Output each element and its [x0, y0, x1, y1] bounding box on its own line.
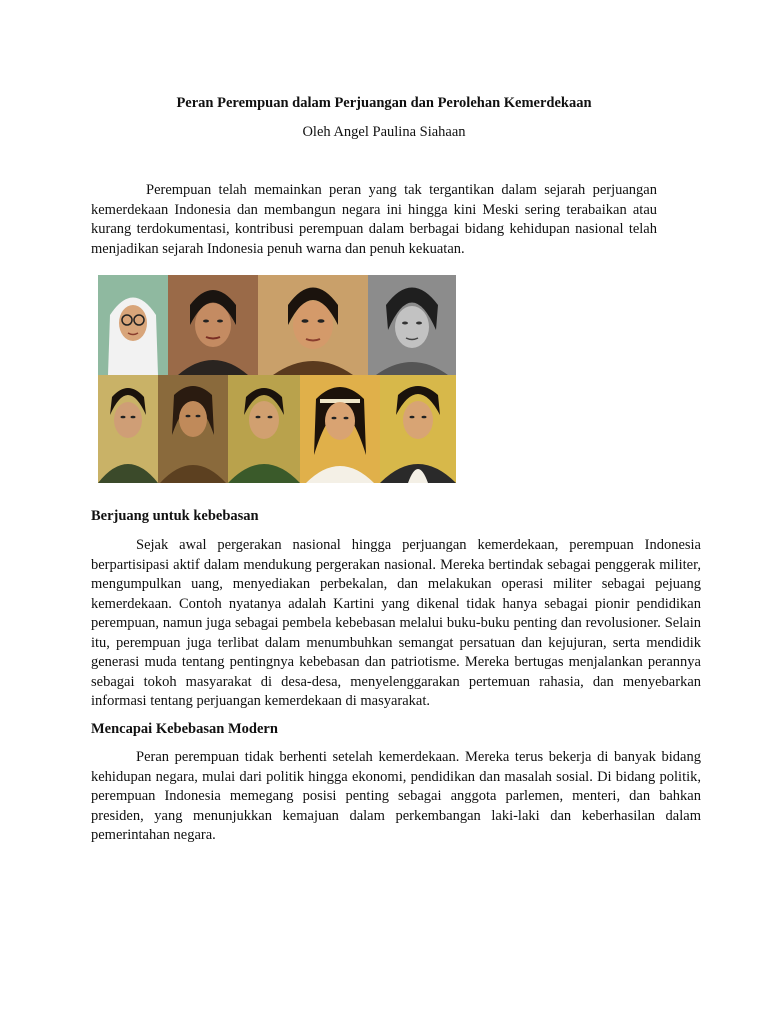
portrait-7 [228, 375, 300, 483]
section-heading-mencapai: Mencapai Kebebasan Modern [91, 721, 278, 737]
portrait-5 [98, 375, 158, 483]
portrait-8 [300, 375, 380, 483]
document-title: Peran Perempuan dalam Perjuangan dan Perolehan Kemerdekaan [176, 95, 592, 111]
section-body-mencapai: Peran perempuan tidak berhenti setelah kemerdekaan. Mereka terus bekerja di banyak bidang kehidupan negara, mulai dari politik hingga ekonomi, pendidikan dan masalah sosial. Di bidang politik, perempuan Indonesia memegang posisi penting sebagai anggota parlemen, menteri, dan bahkan presiden, yang menunjukkan kemajuan dalam perkembangan laki-laki dan keberhasilan dalam pemerintahan negara. [91, 749, 701, 843]
portrait-1 [98, 275, 168, 375]
heroines-portrait-collage [98, 275, 456, 483]
document-author: Oleh Angel Paulina Siahaan [302, 124, 466, 140]
portrait-4 [368, 275, 456, 375]
portrait-6 [158, 375, 228, 483]
portrait-2 [168, 275, 258, 375]
section-body-berjuang: Sejak awal pergerakan nasional hingga perjuangan kemerdekaan, perempuan Indonesia berpartisipasi aktif dalam mendukung pergerakan nasional. Mereka bertindak sebagai penggerak militer, mengumpulkan uang, menyediakan perbekalan, dan melakukan operasi militer sebagai pejuang kemerdekaan. Contoh nyatanya adalah Kartini yang dikenal tidak hanya sebagai pionir pendidikan perempuan, namun juga sebagai pembela kebebasan melalui buku-buku penting dan revolusioner. Selain itu, perempuan juga terlibat dalam menumbuhkan semangat persatuan dan kejujuran, serta mendidik generasi muda tentang pentingnya kebebasan dan patriotisme. Mereka bertugas menjalankan perannya sebagai tokoh masyarakat di desa-desa, menyelenggarakan pertemuan rahasia, dan menyebarkan informasi tentang perjuangan kemerdekaan di masyarakat. [91, 537, 701, 709]
portrait-9 [380, 375, 456, 483]
section-heading-berjuang: Berjuang untuk kebebasan [91, 508, 259, 524]
portrait-3 [258, 275, 368, 375]
intro-paragraph: Perempuan telah memainkan peran yang tak tergantikan dalam sejarah perjuangan kemerdekaan Indonesia dan membangun negara ini hingga kini Meski sering terabaikan atau kurang terdokumentasi, kontribusi perempuan dalam berbagai bidang kehidupan nasional telah menjadikan sejarah Indonesia penuh warna dan penuh kekuatan. [91, 182, 657, 257]
